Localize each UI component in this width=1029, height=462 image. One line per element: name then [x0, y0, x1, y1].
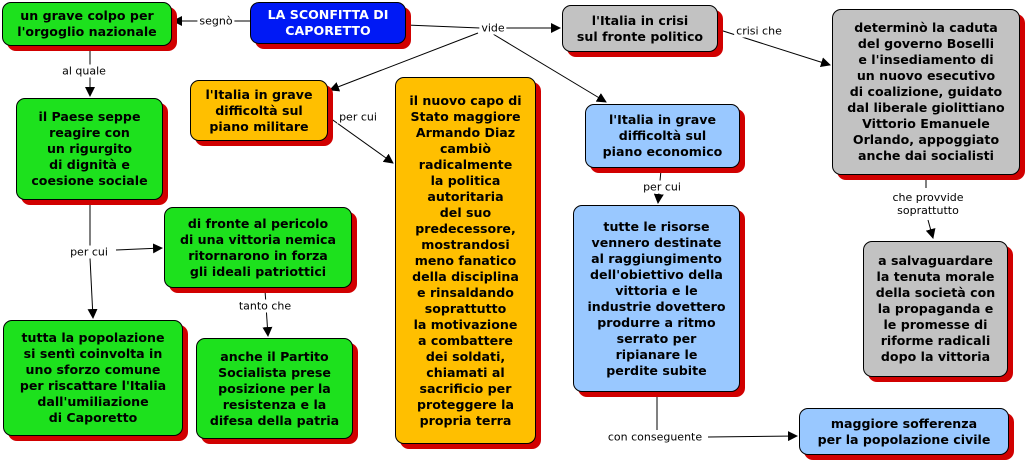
label-segno: segnò	[199, 14, 233, 28]
link-vide-stem	[406, 25, 480, 28]
label-per-cui-1: per cui	[70, 245, 108, 259]
label-per-cui-3: per cui	[643, 180, 681, 194]
node-di-fronte: di fronte al pericolo di una vittoria nemica ritornarono in forza gli ideali patriottici	[164, 207, 352, 288]
label-al-quale: al quale	[62, 64, 106, 78]
node-paese-reagire: il Paese seppe reagire con un rigurgito di dignità e coesione sociale	[16, 98, 163, 200]
node-sofferenza: maggiore sofferenza per la popolazione civile	[799, 408, 1009, 455]
label-con-conseguente: con conseguente	[607, 430, 703, 444]
node-partito: anche il Partito Socialista prese posizione per la resistenza e la difesa della patria	[196, 338, 353, 439]
node-militare: l'Italia in grave difficoltà sul piano militare	[190, 80, 328, 141]
node-diaz: il nuovo capo di Stato maggiore Armando Diaz cambiò radicalmente la politica autoritaria del suo predecessore, mostrandosi meno fanatico della disciplina e rinsaldando soprattutto la motivazione a combattere dei soldati, chiamati al sacrificio per proteggere la propria terra	[395, 77, 536, 444]
link-per-cui-1-popolazione	[90, 258, 93, 318]
link-che-provvide-arrow	[928, 220, 933, 238]
node-economico: l'Italia in grave difficoltà sul piano economico	[585, 104, 740, 168]
node-risorse: tutte le risorse vennero destinate al raggiungimento dell'obiettivo della vittoria e le industrie dovettero produrre a ritmo serrato per ripianare le perdite subite	[573, 205, 740, 392]
node-popolazione: tutta la popolazione si sentì coinvolta in uno sforzo comune per riscattare l'Italia dall'umiliazione di Caporetto	[3, 320, 183, 436]
link-tanto-che	[265, 290, 268, 336]
label-crisi-che: crisi che	[736, 24, 782, 38]
label-che-provvide: che provvide soprattutto	[892, 191, 964, 217]
label-vide: vide	[481, 21, 505, 35]
node-salvaguardare: a salvaguardare la tenuta morale della società con la propaganda e le promesse di riforme radicali dopo la vittoria	[863, 241, 1008, 377]
link-con-conseguente-arrow	[708, 436, 797, 437]
label-tanto-che: tanto che	[238, 299, 292, 313]
label-per-cui-2: per cui	[339, 110, 377, 124]
node-grave-colpo: un grave colpo per l'orgoglio nazionale	[2, 2, 172, 46]
title-node: LA SCONFITTA DI CAPORETTO	[250, 2, 406, 44]
link-per-cui-1-fronte	[116, 248, 162, 250]
link-per-cui-2	[330, 118, 393, 163]
node-boselli: determinò la caduta del governo Boselli e l'insediamento di un nuovo esecutivo di coalizione, guidato dal liberale giolittiano Vittorio Emanuele Orlando, appoggiato anche dai socialisti	[832, 9, 1020, 175]
node-politico: l'Italia in crisi sul fronte politico	[562, 5, 718, 52]
